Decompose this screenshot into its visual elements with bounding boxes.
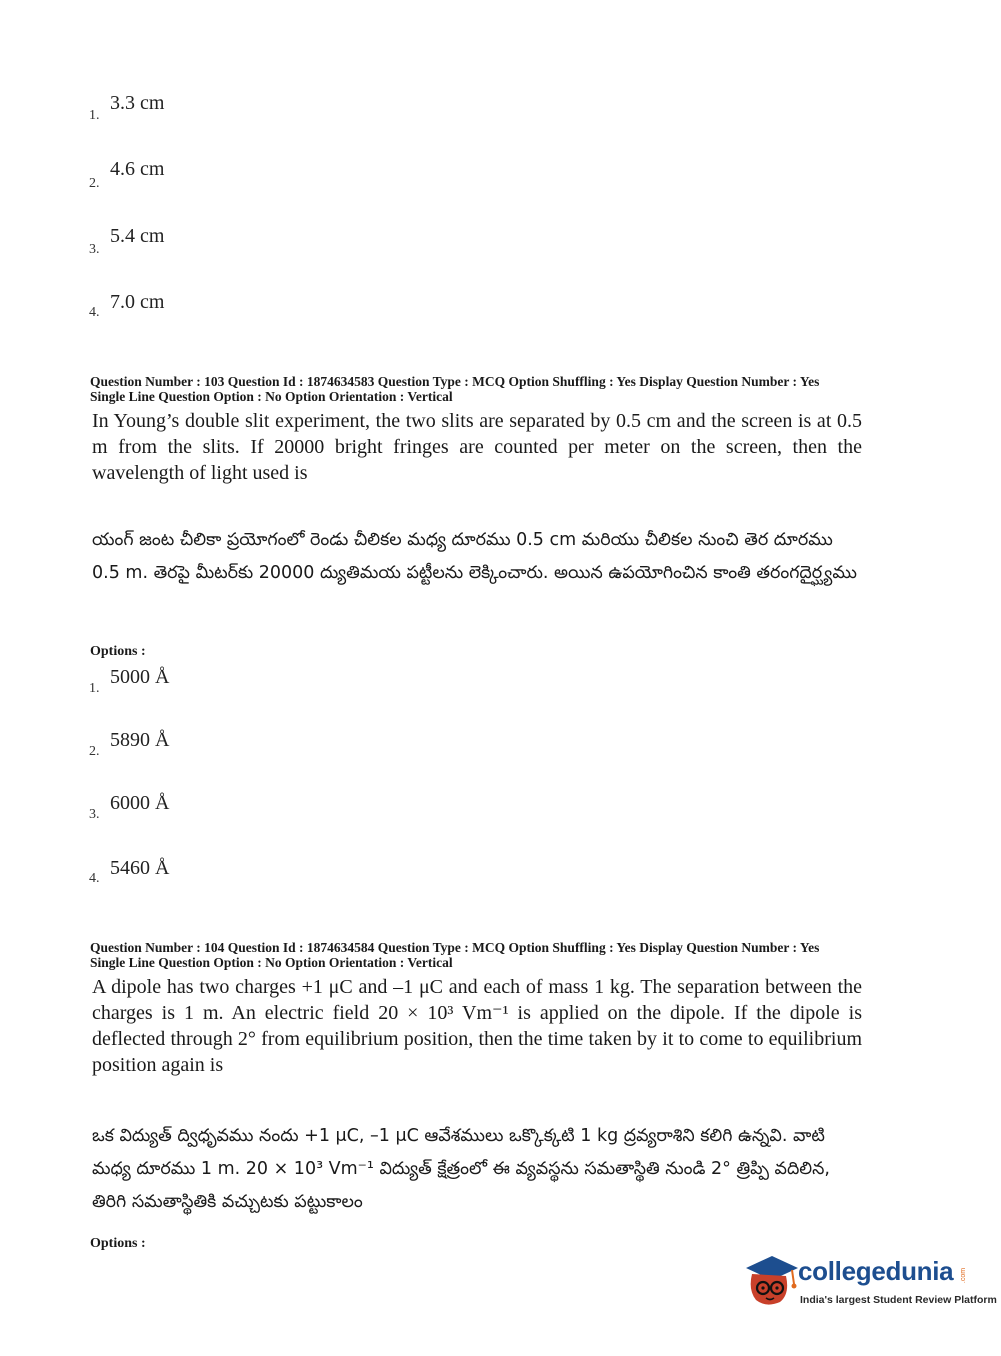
- question-text-telugu: ఒక విద్యుత్ ద్విధృవము నందు +1 μC, –1 μC ఆవేశములు ఒక్కొక్కటి 1 kg ద్రవ్యరాశిని కలిగి ఉన్నవి. వాటి మధ్య దూరము 1 m. 20 × 10³ Vm⁻¹ విద్యుత్ క్షేత్రంలో ఈ వ్యవస్థను సమతాస్థితి నుండి 2° త్రిప్పి వదిలిన, తిరిగి సమతాస్థితికి వచ్చుటకు పట్టుకాలం: [92, 1126, 830, 1212]
- question-meta-line2: Single Line Question Option : No Option Orientation : Vertical: [90, 955, 453, 970]
- logo-wordmark: collegedunia: [798, 1256, 954, 1286]
- option-value: 5890 Å: [110, 729, 170, 751]
- option-value: 5000 Å: [110, 666, 170, 688]
- option-value: 5460 Å: [110, 857, 170, 879]
- option-number: 2.: [89, 176, 100, 191]
- option-number: 1.: [89, 681, 100, 696]
- option-number: 1.: [89, 108, 100, 123]
- option-value: 6000 Å: [110, 792, 170, 814]
- option-value: 5.4 cm: [110, 225, 165, 247]
- question-text-telugu: యంగ్ జంట చీలికా ప్రయోగంలో రెండు చీలికల మధ్య దూరము 0.5 cm మరియు చీలికల నుంచి తెర దూరము 0.5 m. తెరపై మీటర్‌కు 20000 ద్యుతిమయ పట్టీలను లెక్కించారు. అయిన ఉపయోగించిన కాంతి తరంగదైర్ఘ్యము: [92, 530, 857, 583]
- option-value: 4.6 cm: [110, 158, 165, 180]
- question-meta-line1: Question Number : 103 Question Id : 1874634583 Question Type : MCQ Option Shuffling : Yes Display Question Number : Yes: [90, 374, 820, 389]
- logo-tagline: India's largest Student Review Platform: [800, 1294, 997, 1306]
- question-meta-line1: Question Number : 104 Question Id : 1874634584 Question Type : MCQ Option Shuffling : Yes Display Question Number : Yes: [90, 940, 820, 955]
- option-number: 4.: [89, 305, 100, 320]
- options-label: Options :: [90, 1236, 146, 1251]
- option-number: 2.: [89, 744, 100, 759]
- question-text-english: In Young’s double slit experiment, the two slits are separated by 0.5 cm and the screen is at 0.5 m from the slits. If 20000 bright fringes are counted per meter on the screen, then the wavelength of light used is: [92, 410, 862, 484]
- options-label: Options :: [90, 644, 146, 659]
- mascot-icon: [742, 1250, 800, 1312]
- option-number: 3.: [89, 242, 100, 257]
- option-number: 3.: [89, 807, 100, 822]
- option-number: 4.: [89, 871, 100, 886]
- collegedunia-logo: [742, 1250, 997, 1312]
- question-meta-line2: Single Line Question Option : No Option Orientation : Vertical: [90, 389, 453, 404]
- question-text-english: A dipole has two charges +1 μC and –1 μC and each of mass 1 kg. The separation between the charges is 1 m. An electric field 20 × 10³ Vm⁻¹ is applied on the dipole. If the dipole is deflected through 2° from equilibrium position, then the time taken by it to come to equilibrium position again is: [92, 976, 862, 1076]
- logo-suffix: .com: [960, 1267, 968, 1284]
- option-value: 3.3 cm: [110, 92, 165, 114]
- option-value: 7.0 cm: [110, 291, 165, 313]
